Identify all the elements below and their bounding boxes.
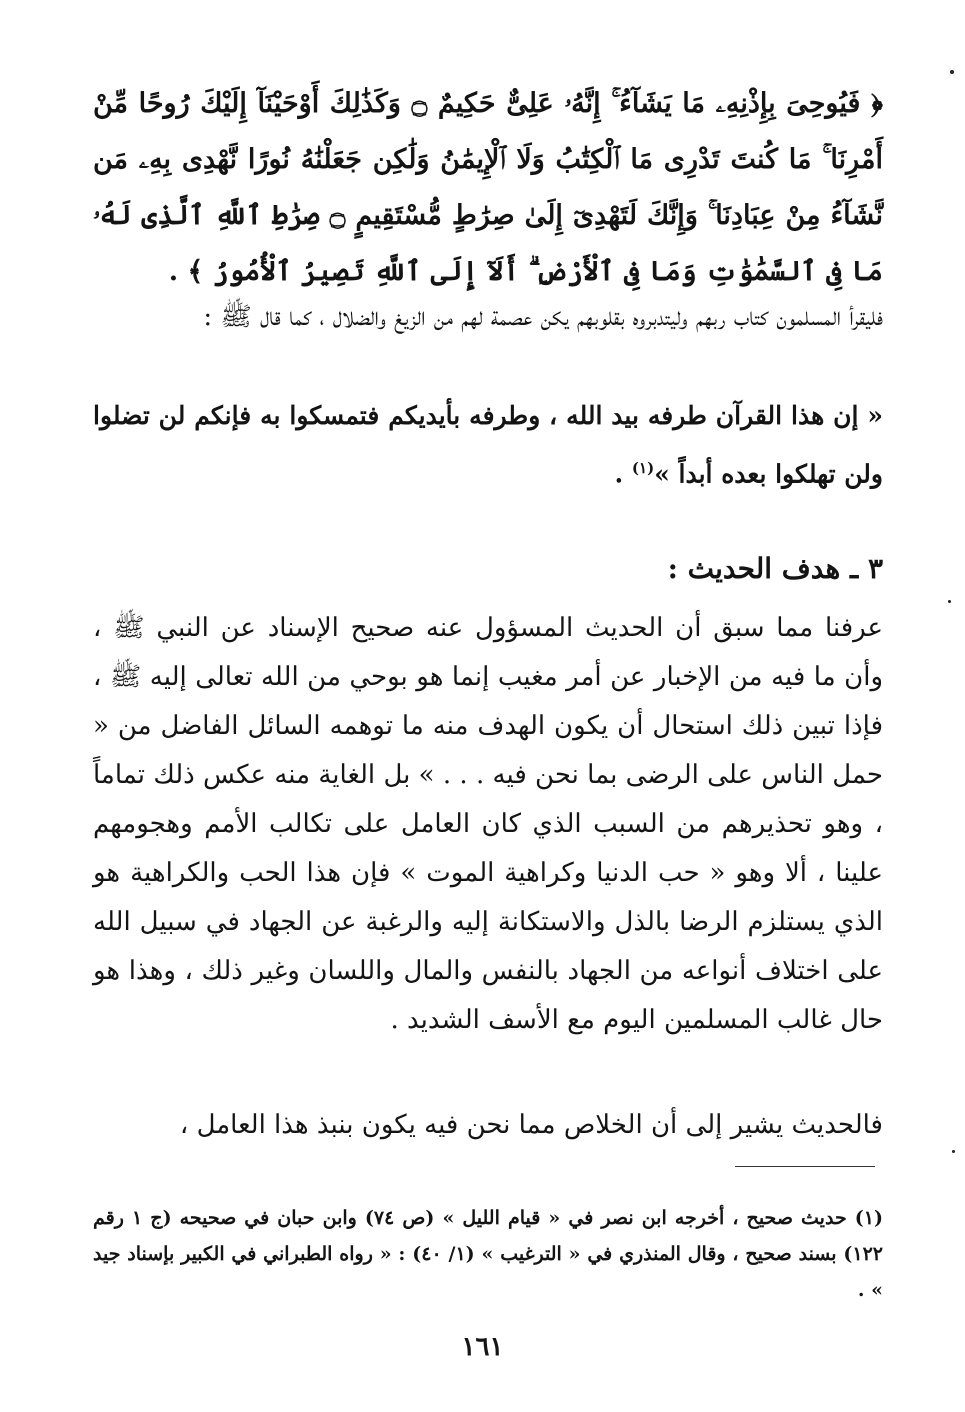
hadith-end: . xyxy=(614,459,632,489)
footnote-separator xyxy=(735,1166,875,1167)
scan-speck xyxy=(948,600,951,603)
scan-speck xyxy=(950,70,954,74)
paragraph-body: عرفنا مما سبق أن الحديث المسؤول عنه صحيح الإسناد عن النبي ﷺ ، وأن ما فيه من الإخبار عن أمر مغيب إنما هو بوحي من الله تعالى إليه ﷺ ، فإذا تبين ذلك استحال أن يكون الهدف منه ما توهمه السائل الفاضل من « حمل الناس على الرضى بما نحن فيه . . . » بل الغاية منه عكس ذلك تماماً ، وهو تحذيرهم من السبب الذي كان العامل على تكالب الأمم وهجومهم علينا ، ألا وهو « حب الدنيا وكراهية الموت » فإن هذا الحب والكراهية هو الذي يستلزم الرضا بالذل والاستكانة إليه والرغبة عن الجهاد في سبيل الله على اختلاف أنواعه من الجهاد بالنفس والمال واللسان وغير ذلك ، وهذا هو حال غالب المسلمين اليوم مع الأسف الشديد . xyxy=(93,613,884,1035)
scan-speck xyxy=(952,1150,955,1153)
footnote: (١) حديث صحيح ، أخرجه ابن نصر في « قيام الليل » (ص ٧٤) وابن حبان في صحيحه (ج ١ رقم ١٢٢) بسند صحيح ، وقال المنذري في « الترغيب » (١/ ٤٠) : « رواه الطبراني في الكبير بإسناد جيد » . xyxy=(93,1207,883,1301)
page-number: ١٦١ xyxy=(461,1332,504,1362)
paragraph-intro: فليقرأ المسلمون كتاب ربهم وليتدبروه بقلوبهم يكن عصمة لهم من الزيغ والضلال ، كما قال ﷺ : xyxy=(203,302,883,332)
footnote-ref: (١) xyxy=(631,459,655,477)
section-heading: ٣ ـ هدف الحديث : xyxy=(667,552,883,585)
hadith-quote xyxy=(93,390,883,500)
paragraph-closing: فالحديث يشير إلى أن الخلاص مما نحن فيه يكون بنبذ هذا العامل ، xyxy=(179,1110,883,1140)
hadith-text: « إن هذا القرآن طرفه بيد الله ، وطرفه بأيديكم فتمسكوا به فإنكم لن تضلوا ولن تهلكوا بعده أبداً » xyxy=(93,401,883,489)
quran-verse-block: ﴿ فَيُوحِىَ بِإِذْنِهِۦ مَا يَشَآءُ ۚ إِنَّهُۥ عَلِىٌّ حَكِيمٌ ۝ وَكَذَٰلِكَ أَوْحَيْنَآ إِلَيْكَ رُوحًا مِّنْ أَمْرِنَا ۚ مَا كُنتَ تَدْرِى مَا ٱلْكِتَٰبُ وَلَا ٱلْإِيمَٰنُ وَلَٰكِن جَعَلْنَٰهُ نُورًا نَّهْدِى بِهِۦ مَن نَّشَآءُ مِنْ عِبَادِنَا ۚ وَإِنَّكَ لَتَهْدِىٓ إِلَىٰ صِرَٰطٍ مُّسْتَقِيمٍ ۝ صِرَٰطِ ٱللَّهِ ٱلَّذِى لَهُۥ مَا فِى ٱلسَّمَٰوَٰتِ وَمَا فِى ٱلْأَرْضِ ۗ أَلَآ إِلَى ٱللَّهِ تَصِيرُ ٱلْأُمُورُ ﴾ . xyxy=(93,88,883,287)
